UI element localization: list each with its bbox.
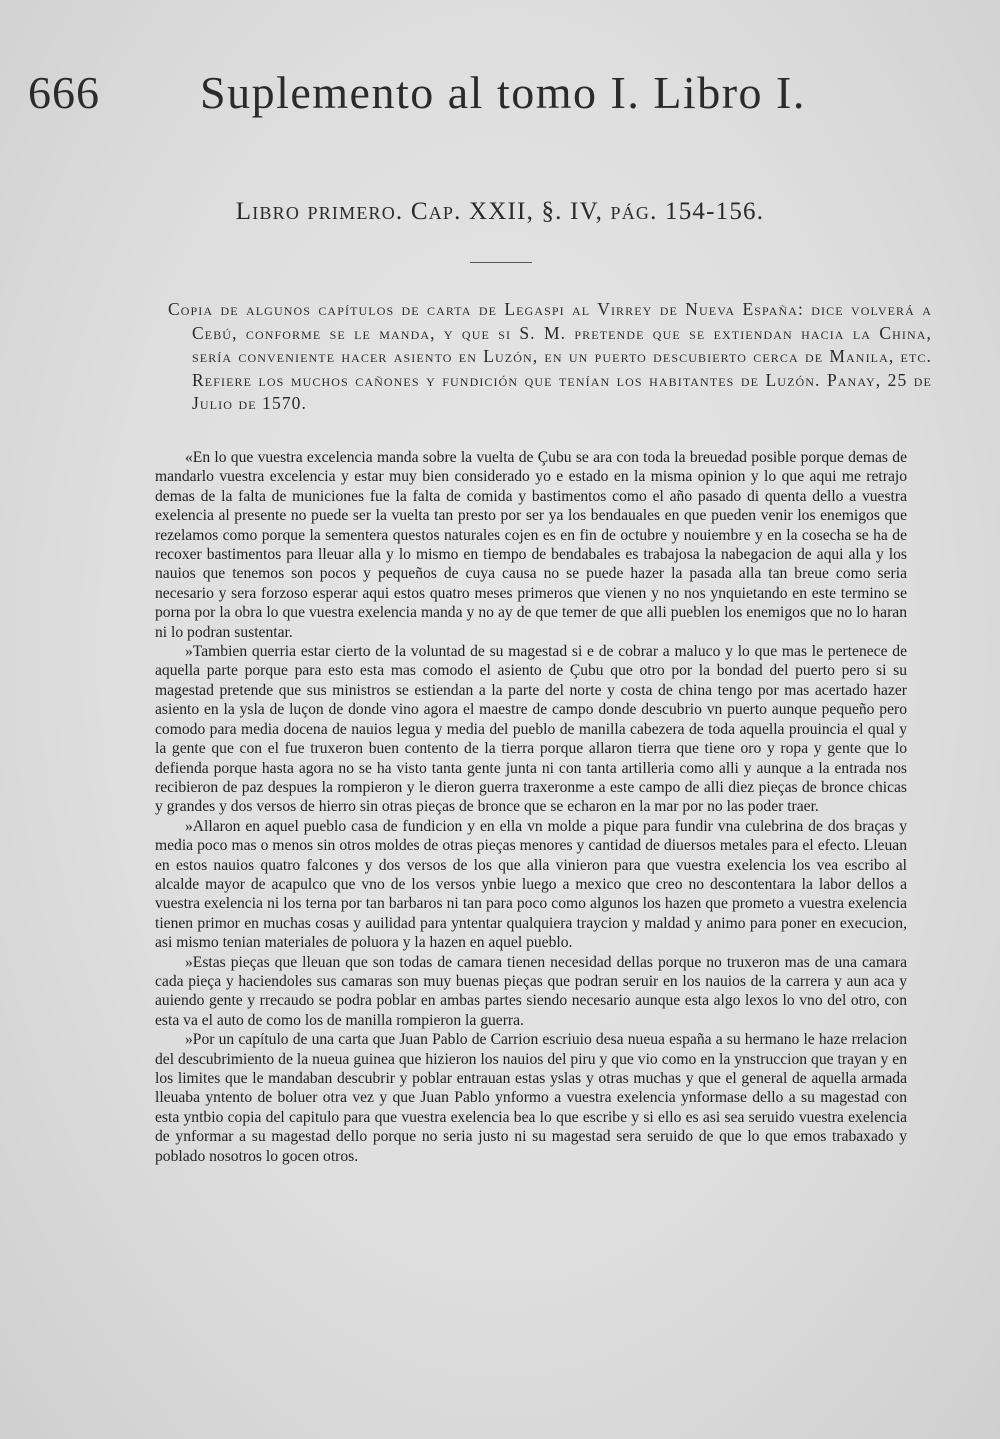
paragraph: »Allaron en aquel pueblo casa de fundicion y en ella vn molde a pique para fundir vna culebrina de dos braças y media poco mas o menos sin otros moldes de otras pieças menores y cantidad de diuersos metales para el efecto. Lleuan en estos nauios quatro falcones y dos versos de los que alla vinieron para que vuestra exelencia los vea escribo al alcalde mayor de acapulco que vno de los versos ynbie luego a mexico que creo no descontentara la labor dellos a vuestra exelencia ni los terna por tan barbaros ni tan para poco como algunos los hazen que prometo a vuestra exelencia tienen primor en muchas cosas y auilidad para yntentar qualquiera traycion y maldad y animo para poner en execucion, asi mismo tenian materiales de poluora y la hazen en aquel pueblo. [155, 817, 907, 952]
paragraph: »Por un capítulo de una carta que Juan Pablo de Carrion escriuio desa nueua españa a su hermano le haze rrelacion del descubrimiento de la nueua guinea que hizieron los nauios del piru y que vio como en la ynstruccion que trayan y en los limites que le mandaban descubrir y poblar entrauan estas yslas y otras muchas y que el general de aquella armada lleuaba yntento de boluer otra vez y que Juan Pablo ynformo a vuestra exelencia ynformase dello a su magestad con esta yntbio copia del capitulo para que vuestra exelencia bea lo que escribe y si ello es asi sea seruido vuestra exelencia de ynformar a su magestad dello porque no seria justo ni su magestad sera seruido de que lo que emos trabaxado y poblado nosotros lo gocen otros. [155, 1031, 907, 1165]
paragraph: »Estas pieças que lleuan que son todas de camara tienen necesidad dellas porque no truxeron mas de una camara cada pieça y haciendoles sus camaras son muy buenas pieças que podran seruir en los nauios de la carrera y aun aca y auiendo gente y rrecaudo se podra poblar en ambas partes siendo necesario aunque esta algo lexos lo vno del otro, con esta va el auto de como los de manilla rompieron la guerra. [155, 953, 907, 1029]
chapter-summary: Copia de algunos capítulos de carta de Legaspi al Virrey de Nueva España: dice volverá a Cebú, conforme se le manda, y que si S. M. pretende que se extiendan hacia la China, sería conveniente hacer asiento en Luzón, en un puerto descubierto cerca de Manila, etc. Refiere los muchos cañones y fundición que tenían los habitantes de Luzón. Panay, 25 de Julio de 1570. [168, 299, 932, 413]
paragraph: «En lo que vuestra excelencia manda sobre la vuelta de Çubu se ara con toda la breuedad posible porque demas de mandarlo vuestra excelencia y estar muy bien considerado yo e estado en la misma opinion y lo que aqui me retrajo demas de la falta de municiones fue la falta de comida y bastimentos como el año pasado di quenta dello a vuestra exelencia al presente no puede ser la vuelta tan presto por ser ya los bendauales en que pueden venir los enemigos que rezelamos como porque la sementera questos naturales cojen es en fin de octubre y nouiembre y en la cosecha se ha de recoxer bastimentos para lleuar alla y lo mismo en tiempo de bendabales es trabajosa la nabegacion de aqui alla y los nauios que tenemos son pocos y pequeños de cuya causa no se puede hazer la pasada alla tan breue como seria necesario y sera forzoso esperar aqui estos quatro meses primeros que vienen y no nos ynquietando en este termino se porna por la obra lo que vuestra exelencia manda y no ay de que temer de que alli pueblen los enemigos que no lo haran ni lo podran sustentar. [155, 449, 907, 641]
running-title: Suplemento al tomo I. Libro I. [200, 67, 806, 118]
heading-rule [470, 262, 532, 263]
page-number: 666 [28, 67, 100, 118]
letter-body [155, 448, 907, 1166]
section-heading: Libro primero. Cap. XXII, §. IV, pág. 154-156. [235, 198, 765, 225]
paragraph: »Tambien querria estar cierto de la voluntad de su magestad si e de cobrar a maluco y lo que mas le pertenece de aquella parte porque para esto esta mas comodo el asiento de Çubu que otro por la bondad del puerto pero si su magestad pretende que sus ministros se estiendan a la parte del norte y costa de china tengo por mas acertado hazer asiento en la ysla de luçon de donde vino agora el maestre de campo donde descubrio vn puerto aunque pequeño pero comodo para media docena de nauios legua y media del pueblo de manilla cabezera de toda aquella prouincia el qual y la gente que con el fue truxeron buen contento de la tierra porque allaron tierra que tiene oro y ropa y gente que lo defienda porque hasta agora no se ha visto tanta gente junta ni con tanta artilleria como alli y aunque a la entrada nos recibieron de paz despues la rompieron y le dieron guerra traxeronme a este campo de alli diez pieças de bronce chicas y grandes y dos versos de hierro sin otras pieças de bronce que se echaron en la mar por no las poder traer. [155, 643, 907, 816]
page-header [28, 62, 928, 142]
